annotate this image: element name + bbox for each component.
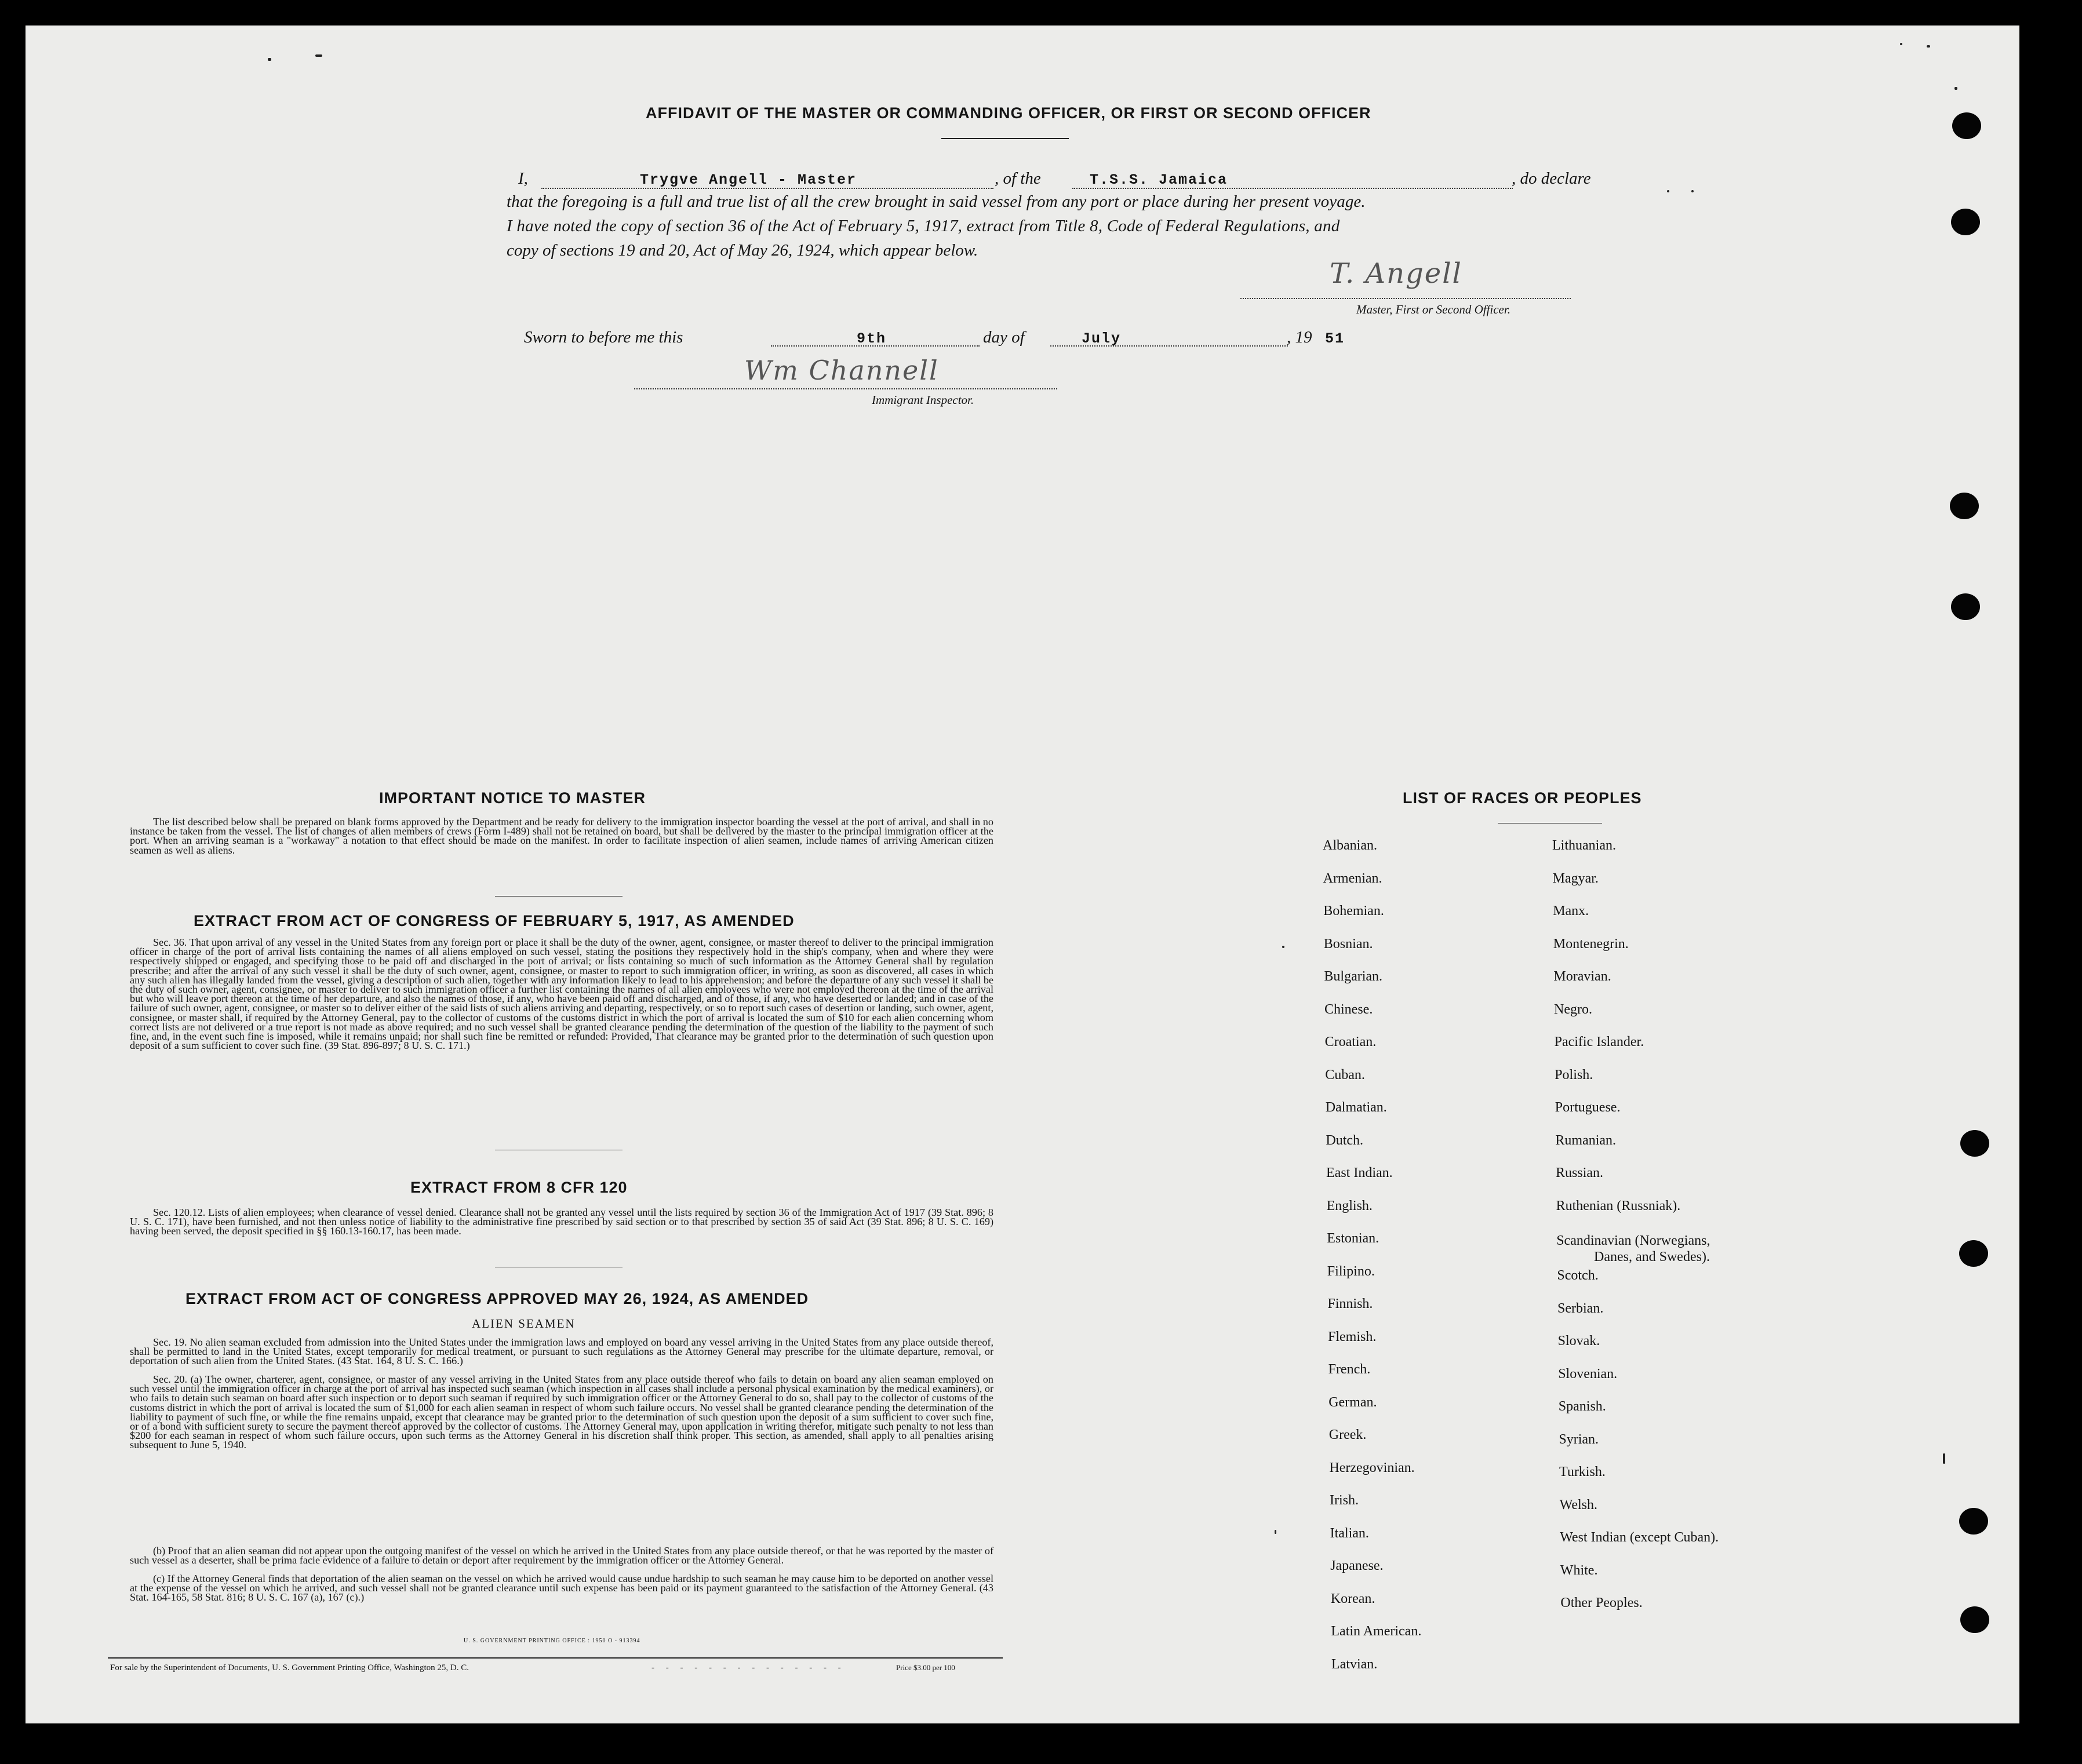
race-entry: Scandinavian (Norwegians, — [1556, 1233, 1710, 1248]
race-entry: Lithuanian. — [1552, 838, 1616, 853]
binder-hole — [1952, 112, 1981, 139]
speck — [1954, 87, 1957, 90]
extract-cfr-title: EXTRACT FROM 8 CFR 120 — [410, 1179, 628, 1196]
race-entry: Latvian. — [1331, 1656, 1378, 1672]
race-entry: Slovenian. — [1558, 1366, 1618, 1382]
race-entry: Irish. — [1330, 1493, 1359, 1508]
race-entry: French. — [1328, 1362, 1371, 1377]
race-entry: Italian. — [1330, 1525, 1369, 1541]
race-entry: Syrian. — [1559, 1431, 1599, 1447]
of-the-label: , of the — [995, 169, 1041, 188]
race-entry: Ruthenian (Russniak). — [1556, 1198, 1681, 1213]
race-entry: Bosnian. — [1323, 936, 1373, 952]
sec-20c-body: (c) If the Attorney General finds that deportation of the alien seaman on the vessel on which he arrived would cause undue hardship to such seaman he may cause him to be deported on another vessel at the expense of the vessel on which he arrived, and such vessel shall not be granted clearance until such expense has been paid or its payment guaranteed to the satisfaction of the Attorney General. (43 Stat. 164-165, 58 Stat. 816; 8 U. S. C. 167 (a), 167 (c).) — [130, 1573, 993, 1603]
race-entry: Danes, and Swedes). — [1594, 1249, 1710, 1264]
notice-title: IMPORTANT NOTICE TO MASTER — [379, 789, 646, 807]
binder-hole — [1951, 209, 1980, 235]
race-entry: Finnish. — [1327, 1296, 1373, 1311]
signature-caption: Master, First or Second Officer. — [1356, 302, 1510, 316]
day-of-label: day of — [983, 328, 1025, 347]
race-entry: Welsh. — [1559, 1497, 1597, 1512]
race-entry: Greek. — [1328, 1427, 1367, 1442]
race-entry: Latin American. — [1331, 1624, 1422, 1639]
speck — [1691, 190, 1694, 192]
i-label: I, — [518, 169, 528, 188]
binder-hole — [1960, 1130, 1989, 1157]
race-entry: Korean. — [1330, 1591, 1375, 1606]
race-entry: Dutch. — [1326, 1132, 1364, 1148]
extract-1924-title: EXTRACT FROM ACT OF CONGRESS APPROVED MAY 26, 1924, AS AMENDED — [185, 1290, 809, 1307]
notice-body: The list described below shall be prepared on blank forms approved by the Department and be ready for delivery to the immigration inspector boarding the vessel at the port of arrival, and shall in no instance be taken from the vessel. The list of changes of alien members of crews (Form I-489) shall not be retained on board, but shall be delivered by the master to the principal immigration officer at the port. When an arriving seaman is a "workaway" a notation to that effect should be made on the manifest. In order to facilitate inspection of alien seamen, include names of arriving American citizen seamen as well as aliens. — [130, 816, 993, 856]
year-prefix-label: , 19 — [1287, 328, 1312, 347]
race-entry: Portuguese. — [1555, 1100, 1621, 1115]
binder-hole — [1951, 593, 1980, 620]
extract-1917-title: EXTRACT FROM ACT OF CONGRESS OF FEBRUARY 5, 1917, AS AMENDED — [194, 912, 795, 930]
for-sale-notice: For sale by the Superintendent of Documents, U. S. Government Printing Office, Washington 25, D. C. — [110, 1663, 469, 1672]
binder-hole — [1950, 493, 1979, 519]
race-entry: Chinese. — [1324, 1001, 1373, 1017]
speck — [1943, 1453, 1945, 1464]
speck — [1900, 43, 1902, 45]
race-entry: Moravian. — [1553, 969, 1611, 984]
signature-line — [1240, 298, 1571, 299]
price-notice: Price $3.00 per 100 — [896, 1663, 955, 1672]
sworn-label: Sworn to before me this — [524, 328, 683, 347]
race-entry: Filipino. — [1327, 1263, 1375, 1279]
race-entry: Dalmatian. — [1325, 1100, 1387, 1115]
race-entry: West Indian (except Cuban). — [1560, 1530, 1719, 1545]
binder-hole — [1959, 1240, 1988, 1267]
printing-office-line: U. S. GOVERNMENT PRINTING OFFICE : 1950 O - 913394 — [464, 1638, 640, 1644]
speck — [1275, 1530, 1276, 1534]
race-entry: Pacific Islander. — [1554, 1034, 1644, 1049]
do-declare-label: , do declare — [1512, 169, 1591, 188]
race-entry: German. — [1328, 1394, 1377, 1410]
race-entry: Bohemian. — [1323, 903, 1384, 919]
affidavit-line-4: copy of sections 19 and 20, Act of May 26, 1924, which appear below. — [507, 241, 978, 260]
race-entry: Other Peoples. — [1560, 1595, 1643, 1610]
inspector-signature: Wm Channell — [744, 355, 939, 386]
race-entry: Montenegrin. — [1553, 936, 1629, 952]
race-entry: East Indian. — [1326, 1165, 1393, 1180]
race-entry: Negro. — [1554, 1001, 1592, 1017]
speck — [1282, 946, 1284, 948]
sworn-day-value: 9th — [857, 330, 887, 347]
affidavit-line-2: that the foregoing is a full and true list of all the crew brought in said vessel from any port or place during her present voyage. — [507, 192, 1366, 211]
race-entry: English. — [1326, 1198, 1373, 1213]
document-page — [26, 25, 2019, 1723]
race-entry: Rumanian. — [1555, 1132, 1617, 1148]
races-title: LIST OF RACES OR PEOPLES — [1403, 789, 1642, 807]
binder-hole — [1960, 1606, 1989, 1633]
speck — [1667, 190, 1669, 192]
race-entry: Japanese. — [1330, 1558, 1384, 1573]
sworn-month-value: July — [1082, 330, 1122, 347]
race-entry: Spanish. — [1558, 1399, 1606, 1414]
sec-20a-body: Sec. 20. (a) The owner, charterer, agent, consignee, or master of any vessel arriving in the United States from any place outside thereof who fails to detain on board any alien seaman employed on such vessel until the immigration officer in charge at the port of arrival has inspected such seaman (which inspection in all cases shall include a personal physical examination by the medical examiners), or who fails to detain such seaman on board after such inspection or to deport such seaman if required by such immigration officer or the Attorney General to do so, shall pay to the collector of customs of the customs district in which the port of arrival is located the sum of $1,000 for each alien seaman in respect of whom such failure occurs. No vessel shall be granted clearance pending the determination of the liability to payment of such fine, or while the fine remains unpaid, except that clearance may be granted prior to the determination of such question upon the deposit of a sum sufficient to cover such fine, or of a bond with sufficient surety to secure the payment thereof approved by the collector of customs. The Attorney General may, upon application in writing therefor, mitigate such penalty to not less than $200 for each seaman in respect of whom such failure occurs, upon such terms as the Attorney General in his discretion shall think proper. This section, as amended, shall apply to all penalties arising subsequent to June 5, 1940. — [130, 1373, 993, 1451]
race-entry: Albanian. — [1323, 838, 1377, 853]
race-entry: White. — [1560, 1562, 1598, 1578]
inspector-caption: Immigrant Inspector. — [872, 393, 974, 407]
vessel-name-value: T.S.S. Jamaica — [1090, 172, 1228, 188]
speck — [315, 54, 322, 57]
race-entry: Magyar. — [1552, 870, 1599, 886]
speck — [1927, 45, 1930, 48]
race-entry: Croatian. — [1324, 1034, 1377, 1049]
sec-20b-body: (b) Proof that an alien seaman did not appear upon the outgoing manifest of the vessel on which he arrived in the United States from any place outside thereof, or that he was reported by the master of such vessel as a deserter, shall be prima facie evidence of a failure to detain or deport after requirement by the immigration officer or the Attorney General. — [130, 1545, 993, 1566]
race-entry: Flemish. — [1328, 1329, 1377, 1344]
race-entry: Serbian. — [1557, 1300, 1604, 1316]
footer-leaders: - - - - - - - - - - - - - - — [651, 1663, 846, 1672]
race-entry: Bulgarian. — [1324, 969, 1383, 984]
title-rule — [941, 138, 1069, 139]
sec-19-body: Sec. 19. No alien seaman excluded from admission into the United States under the immigration laws and employed on board any vessel arriving in the United States from any place outside thereof, shall be permitted to land in the United States, except temporarily for medical treatment, or pursuant to such regulations as the Attorney General may prescribe for the ultimate departure, removal, or deportation of such alien from the United States. (43 Stat. 164, 8 U. S. C. 166.) — [130, 1336, 993, 1367]
race-entry: Herzegovinian. — [1329, 1460, 1415, 1475]
race-entry: Estonian. — [1327, 1231, 1379, 1246]
race-entry: Scotch. — [1557, 1268, 1599, 1283]
footer-rule — [108, 1657, 1003, 1659]
alien-seamen-heading: ALIEN SEAMEN — [472, 1317, 576, 1331]
race-entry: Manx. — [1553, 903, 1589, 919]
race-entry: Russian. — [1556, 1165, 1604, 1180]
extract-cfr-body: Sec. 120.12. Lists of alien employees; when clearance of vessel denied. Clearance shall not be granted any vessel until the lists required by section 36 of the Immigration Act of 1917 (39 Stat. 896; 8 U. S. C. 171), have been furnished, and not then unless notice of liability to the administrative fine prescribed by said section or to that prescribed by section 35 of said Act (39 Stat. 896; 8 U. S. C. 169) having been served, the deposit specified in §§ 160.13-160.17, has been made. — [130, 1207, 993, 1237]
affidavit-line-3: I have noted the copy of section 36 of the Act of February 5, 1917, extract from Title 8, Code of Federal Regulations, and — [507, 217, 1340, 235]
race-entry: Armenian. — [1323, 870, 1382, 886]
race-entry: Polish. — [1555, 1067, 1593, 1083]
master-name-value: Trygve Angell - Master — [640, 172, 857, 188]
affidavit-title: AFFIDAVIT OF THE MASTER OR COMMANDING OFFICER, OR FIRST OR SECOND OFFICER — [646, 104, 1371, 122]
inspector-line — [634, 388, 1057, 389]
extract-1917-body: Sec. 36. That upon arrival of any vessel in the United States from any foreign port or place it shall be the duty of the owner, agent, consignee, or master thereof to deliver to the principal immigration officer in charge of the port of arrival lists containing the names of all aliens employed on such vessel, stating the positions they respectively hold in the ship's company, when and where they were respectively shipped or engaged, and specifying those to be paid off and discharged in the port of arrival; or lists containing so much of such information as the Attorney General shall by regulation prescribe; and after the arrival of any such vessel it shall be the duty of such owner, agent, consignee, or master to report to such immigration officer, in writing, as soon as discovered, all cases in which any such alien has illegally landed from the vessel, giving a description of such alien, together with any information likely to lead to his apprehension; and before the departure of any such vessel it shall be the duty of such owner, agent, consignee, or master to deliver to such immigration officer a further list containing the names of all alien employees who were not employed thereon at the time of the arrival but who will leave port thereon at the time of her departure, and also the names of those, if any, who have been paid off and discharged, and of those, if any, who have deserted or landed; and in case of the failure of such owner, agent, consignee, or master so to deliver either of the said lists of such aliens arriving and departing, respectively, or so to report such cases of desertion or landing, such owner, agent, consignee, or master shall, if required by the Attorney General, pay to the collector of customs of the customs district in which the port of arrival is located the sum of $10 for each alien concerning whom correct lists are not delivered or a true report is not made as above required; and no such vessel shall be granted clearance pending the determination of the question of the liability to the payment of such fine, and, in the event such fine is imposed, while it remains unpaid; nor shall such fine be remitted or refunded: Provided, That clearance may be granted prior to the determination of such question upon deposit of a sum sufficient to cover such fine. (39 Stat. 896-897; 8 U. S. C. 171.) — [130, 936, 993, 1052]
binder-hole — [1959, 1508, 1988, 1535]
race-entry: Cuban. — [1325, 1067, 1365, 1083]
race-entry: Slovak. — [1557, 1333, 1600, 1348]
master-signature: T. Angell — [1330, 257, 1462, 290]
race-entry: Turkish. — [1559, 1464, 1606, 1479]
speck — [268, 58, 271, 61]
sworn-year-value: 51 — [1325, 330, 1345, 347]
